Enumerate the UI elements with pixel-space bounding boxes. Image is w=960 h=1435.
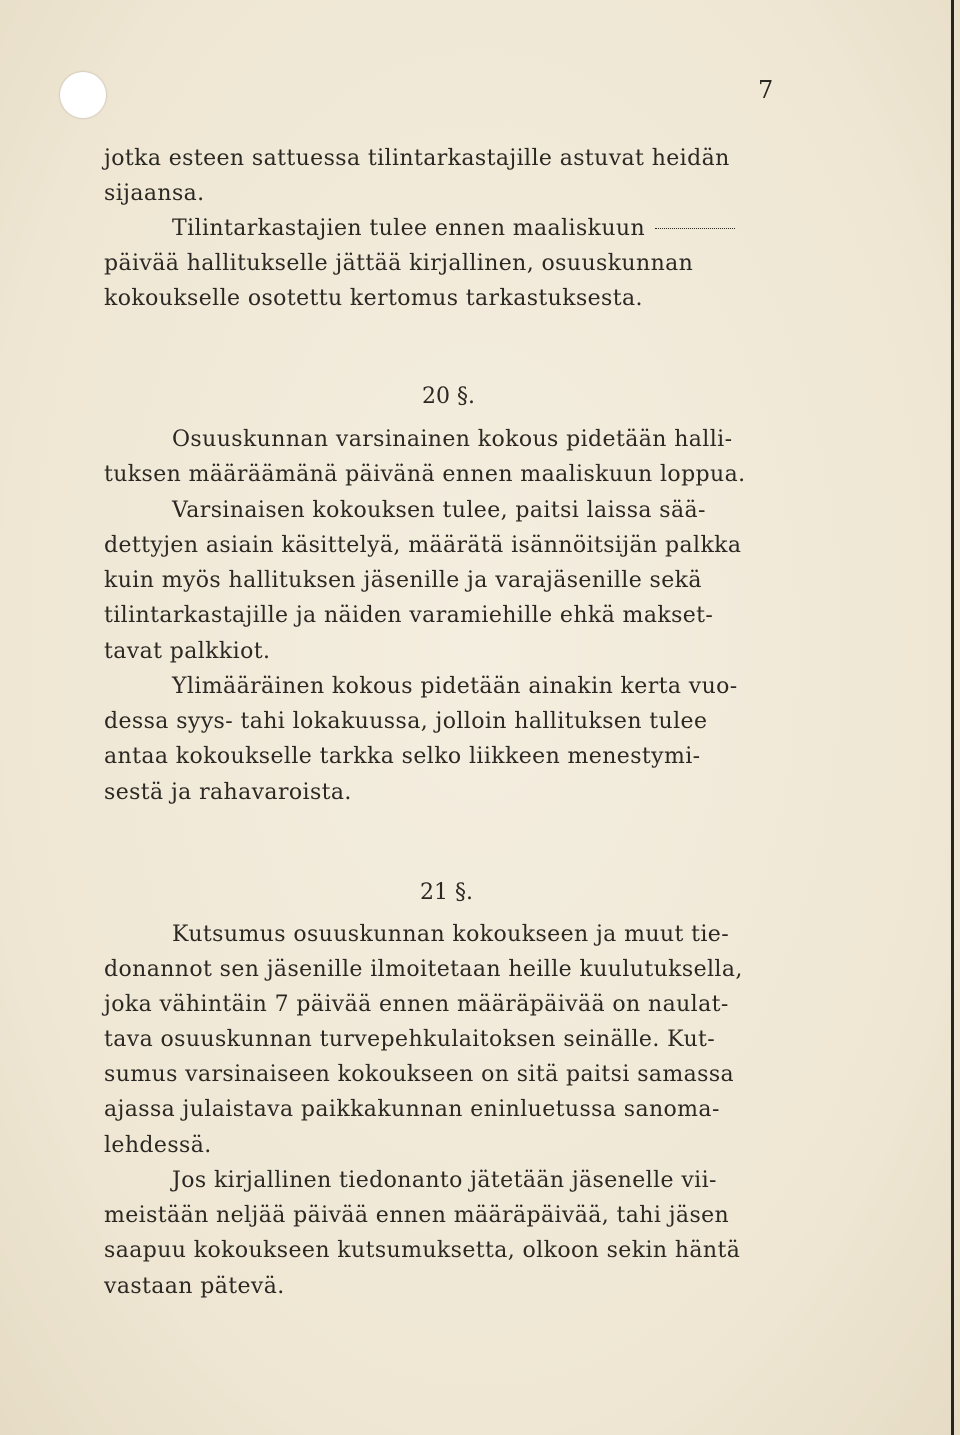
text-line: dettyjen asiain käsittelyä, määrätä isännöitsijän palkka: [104, 533, 742, 558]
text-line: dessa syys- tahi lokakuussa, jolloin hallituksen tulee: [104, 709, 708, 734]
text-line: päivää hallitukselle jättää kirjallinen, osuuskunnan: [104, 251, 694, 276]
text-line: kuin myös hallituksen jäsenille ja varajäsenille sekä: [104, 568, 702, 593]
page-number: 7: [758, 76, 774, 104]
text-line: donannot sen jäsenille ilmoitetaan heille kuulutuksella,: [104, 957, 743, 982]
text-line: sestä ja rahavaroista.: [104, 780, 352, 805]
text-line: Jos kirjallinen tiedonanto jätetään jäsenelle vii-: [172, 1168, 717, 1193]
text-line: joka vähintäin 7 päivää ennen määräpäivää on naulat-: [104, 992, 729, 1017]
text-line: meistään neljää päivää ennen määräpäivää, tahi jäsen: [104, 1203, 730, 1228]
page-edge-shadow: [951, 0, 954, 1435]
text-line: Osuuskunnan varsinainen kokous pidetään halli-: [172, 427, 733, 452]
text-line: tavat palkkiot.: [104, 639, 271, 664]
section-heading: 21 §.: [420, 880, 473, 905]
text-line: sumus varsinaiseen kokoukseen on sitä paitsi samassa: [104, 1062, 735, 1087]
text-line: Varsinaisen kokouksen tulee, paitsi laissa sää-: [172, 498, 706, 523]
text-line: kokoukselle osotettu kertomus tarkastuksesta.: [104, 286, 643, 311]
text-line: saapuu kokoukseen kutsumuksetta, olkoon sekin häntä: [104, 1238, 741, 1263]
text-line: tava osuuskunnan turvepehkulaitoksen seinälle. Kut-: [104, 1027, 716, 1052]
text-line: vastaan pätevä.: [104, 1274, 285, 1299]
punch-hole: [60, 72, 106, 118]
text-line-with-blank: [172, 214, 735, 244]
text-line: antaa kokoukselle tarkka selko liikkeen menestymi-: [104, 744, 701, 769]
text-line: lehdessä.: [104, 1133, 212, 1158]
text-line: ajassa julaistava paikkakunnan eninluetussa sanoma-: [104, 1097, 720, 1122]
text-line: tilintarkastajille ja näiden varamiehille ehkä makset-: [104, 603, 714, 628]
section-heading: 20 §.: [422, 384, 475, 409]
fill-in-blank: [655, 228, 735, 229]
text-line: jotka esteen sattuessa tilintarkastajille astuvat heidän: [104, 146, 730, 171]
text-line: sijaansa.: [104, 181, 205, 206]
text-line: Tilintarkastajien tulee ennen maaliskuun: [172, 216, 646, 241]
text-line: Ylimääräinen kokous pidetään ainakin kerta vuo-: [172, 674, 738, 699]
text-line: Kutsumus osuuskunnan kokoukseen ja muut tie-: [172, 922, 730, 947]
text-line: tuksen määräämänä päivänä ennen maaliskuun loppua.: [104, 462, 746, 487]
